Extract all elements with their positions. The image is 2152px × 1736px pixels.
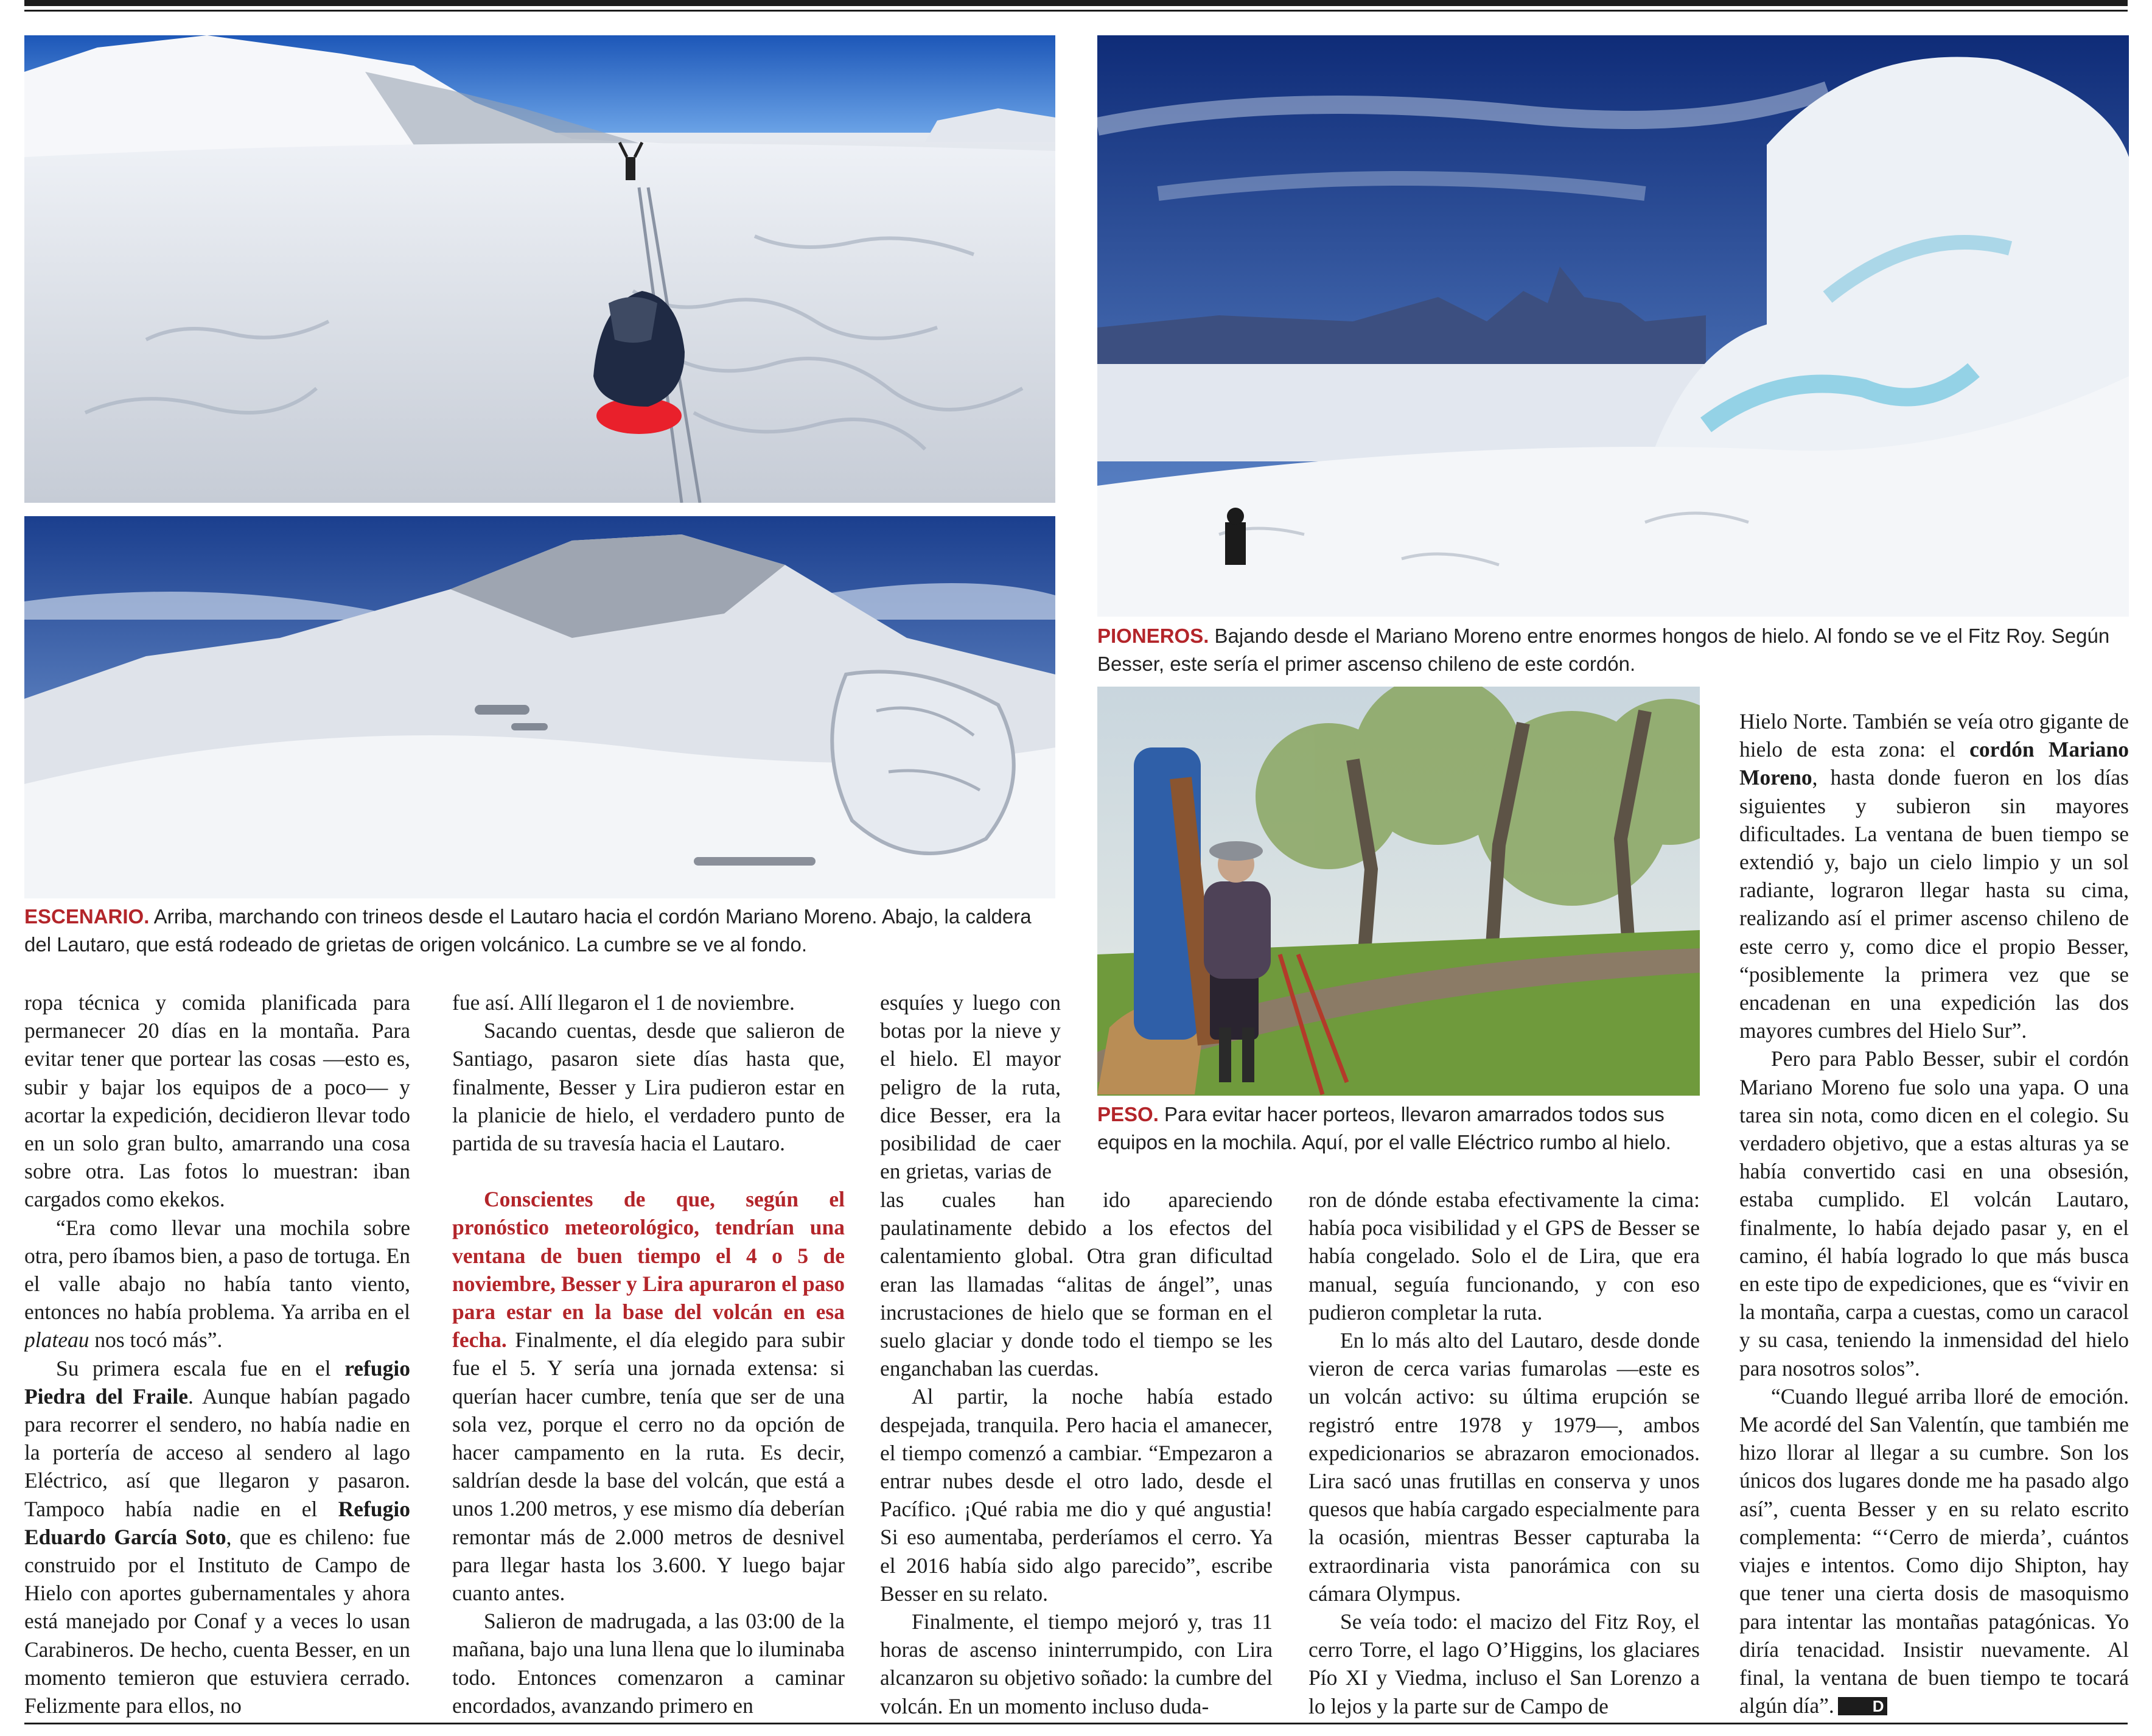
col3-paragraph-2: Al partir, la noche había estado despejada, tranquila. Pero hacia el amanecer, el tiempo comenzó a cambiar. “Empezaron a entrar nubes desde el otro lado, desde el Pacífico. ¡Qué rabia me dio y qué angustia! Si eso aumentaba, perderíamos el cerro. Ya el 2016 había sido algo parecido”, escribe Besser en su relato. (880, 1384, 1273, 1606)
article-column-2 (452, 989, 845, 1731)
end-mark-icon: D (1838, 1697, 1887, 1715)
col3-paragraph-3: Finalmente, el tiempo mejoró y, tras 11 horas de ascenso ininterrumpido, con Lira alcanzaron su objetivo soñado: la cumbre del volcán. En un momento incluso duda- (880, 1609, 1273, 1718)
caption-escenario-label: ESCENARIO. (24, 905, 150, 928)
photo-mariano-moreno-ice (1097, 35, 2129, 617)
col2-paragraph-1: fue así. Allí llegaron el 1 de noviembre. (452, 990, 795, 1015)
caption-pioneros-text: Bajando desde el Mariano Moreno entre enormes hongos de hielo. Al fondo se ve el Fitz Roy. Según Besser, este sería el primer ascenso chileno de este cordón. (1097, 625, 2110, 675)
col1-paragraph-3: Su primera escala fue en el refugio Piedra del Fraile. Aunque habían pagado para recorrer el sendero, no había nadie en la portería de acceso al sendero al lago Eléctrico, así que llegaron y pasaron. Tampoco había nadie en el Refugio Eduardo García Soto, que es chileno: fue construido por el Instituto de Campo de Hielo con aportes gubernamentales y ahora está manejado por Conaf y a veces lo usan Carabineros. De hecho, cuenta Besser, en un momento temieron que estuviera cerrado. Felizmente para ellos, no (24, 1356, 410, 1718)
caption-peso (1097, 1101, 1706, 1157)
col2-pullquote-paragraph: Conscientes de que, según el pronóstico meteorológico, tendrían una ventana de buen tiempo el 4 o 5 de noviembre, Besser y Lira apuraron el paso para estar en la base del volcán en esa fecha. Finalmente, el día elegido para subir fue el 5. Y sería una jornada extensa: si querían hacer cumbre, tenía que ser de una sola vez, porque el cerro no da opción de hacer campamento en la ruta. Es decir, saldrían desde la base del volcán, que está a unos 1.200 metros, y ese mismo día deberían remontar más de 2.000 metros de desnivel para llegar hasta los 3.600. Y luego bajar cuanto antes. (452, 1187, 845, 1606)
caption-pioneros (1097, 622, 2129, 678)
article-column-4 (1308, 1186, 1700, 1734)
top-rule-thick (24, 0, 2128, 6)
col3-paragraph-1b: las cuales han ido apareciendo paulatinamente debido a los efectos del calentamiento global. Otra gran dificultad eran las llamadas “alitas de ángel”, unas incrustaciones de hielo que se forman en el suelo glaciar y donde todo el tiempo se les enganchaban las cuerdas. (880, 1188, 1273, 1381)
article-column-3a (880, 989, 1061, 1185)
article-column-3 (880, 1186, 1273, 1734)
col2-paragraph-4: Salieron de madrugada, a las 03:00 de la mañana, bajo una luna llena que lo iluminaba todo. Entonces comenzaron a caminar encordados, avanzando primero en (452, 1609, 845, 1718)
col4-paragraph-1: ron de dónde estaba efectivamente la cima: había poca visibilidad y el GPS de Besser se había congelado. Solo el de Lira, que era manual, seguía funcionando, y con eso pudieron completar la ruta. (1308, 1188, 1700, 1325)
article-column-1 (24, 989, 410, 1731)
col5-paragraph-1: Hielo Norte. También se veía otro gigante de hielo de esta zona: el cordón Mariano Moreno, hasta donde fueron en los días siguientes y subieron sin mayores dificultades. La ventana de buen tiempo se extendió y, bajo un cielo limpio y un sol radiante, lograron llegar hasta su cima, realizando así el primer ascenso chileno de este cerro y, como dice el propio Besser, “posiblemente la primera vez que se encadenan en una expedición las dos mayores cumbres del Hielo Sur”. (1739, 709, 2129, 1043)
col3-paragraph-1: esquíes y luego con botas por la nieve y el hielo. El mayor peligro de la ruta, dice Besser, era la posibilidad de caer en grietas, varias de (880, 990, 1061, 1184)
col2-pullquote: Conscientes de que, según el pronóstico meteorológico, tendrían una ventana de buen tiempo el 4 o 5 de noviembre, Besser y Lira apuraron el paso para estar en la base del volcán en esa fecha. (452, 1187, 845, 1353)
photo-sled-plateau (24, 35, 1055, 503)
col4-paragraph-2: En lo más alto del Lautaro, desde donde vieron de cerca varias fumarolas —este es un volcán activo: su última erupción se registró entre 1978 y 1979—, ambos expedicionarios se abrazaron emocionados. Lira sacó unas frutillas en conserva y unos quesos que había cargado especialmente para la ocasión, mientras Besser capturaba la extraordinaria vista panorámica con su cámara Olympus. (1308, 1328, 1700, 1606)
col2-paragraph-2: Sacando cuentas, desde que salieron de Santiago, pasaron siete días hasta que, finalmente, Besser y Lira pudieron estar en la planicie de hielo, el verdadero punto de partida de su travesía hacia el Lautaro. (452, 1018, 845, 1156)
photo-lautaro-caldera (24, 516, 1055, 898)
caption-peso-text: Para evitar hacer porteos, llevaron amarrados todos sus equipos en la mochila. Aquí, por el valle Eléctrico rumbo al hielo. (1097, 1103, 1671, 1153)
caption-peso-label: PESO. (1097, 1103, 1159, 1125)
caption-pioneros-label: PIONEROS. (1097, 625, 1209, 647)
top-rule-thin (24, 10, 2128, 12)
col1-paragraph-2: “Era como llevar una mochila sobre otra, pero íbamos bien, a paso de tortuga. En el valle abajo no había tanto viento, entonces no había problema. Ya arriba en el plateau nos tocó más”. (24, 1215, 410, 1353)
col2-spacer (452, 1157, 845, 1185)
col5-paragraph-2: Pero para Pablo Besser, subir el cordón Mariano Moreno fue solo una yapa. O una tarea sin nota, como dicen en el colegio. Su verdadero objetivo, que a estas alturas ya se había convertido casi en una obsesión, estaba cumplido. El volcán Lautaro, finalmente, lo había dejado pasar y, en el camino, él había logrado lo que más busca en este tipo de expediciones, que es “vivir en la montaña, carpa a cuestas, como un caracol y su casa, teniendo la inmensidad del hielo para nosotros solos”. (1739, 1046, 2129, 1381)
col4-paragraph-3: Se veía todo: el macizo del Fitz Roy, el cerro Torre, el lago O’Higgins, los glaciares Pío XI y Viedma, incluso el San Lorenzo a lo lejos y la parte sur de Campo de (1308, 1609, 1700, 1718)
col5-paragraph-3: “Cuando llegué arriba lloré de emoción. Me acordé del San Valentín, que también me hizo llorar al llegar a su cumbre. Son los únicos dos lugares donde me ha pasado algo así”, cuenta Besser y en su relato escrito complementa: “‘Cerro de mierda’, cuántos viajes e intentos. Como dijo Shipton, hay que tener una cierta dosis de masoquismo para intentar las montañas patagónicas. Yo diría tenacidad. Insistir nuevamente. Al final, la ventana de buen tiempo te tocará algún día”. D (1739, 1384, 2129, 1718)
article-column-5 (1739, 707, 2129, 1734)
col1-paragraph-1: ropa técnica y comida planificada para permanecer 20 días en la montaña. Para evitar tener que portear las cosas —esto es, subir y bajar los equipos de a poco— y acortar la expedición, decidieron llevar todo en un solo gran bulto, amarrando una cosa sobre otra. Las fotos lo muestran: iban cargados como ekekos. (24, 990, 410, 1212)
caption-escenario-text: Arriba, marchando con trineos desde el Lautaro hacia el cordón Mariano Moreno. Abajo, la caldera del Lautaro, que está rodeado de grietas de origen volcánico. La cumbre se ve al fondo. (24, 905, 1032, 956)
photo-hiker-valle-electrico (1097, 687, 1700, 1096)
caption-escenario (24, 903, 1055, 959)
bottom-rule (24, 1723, 2128, 1724)
